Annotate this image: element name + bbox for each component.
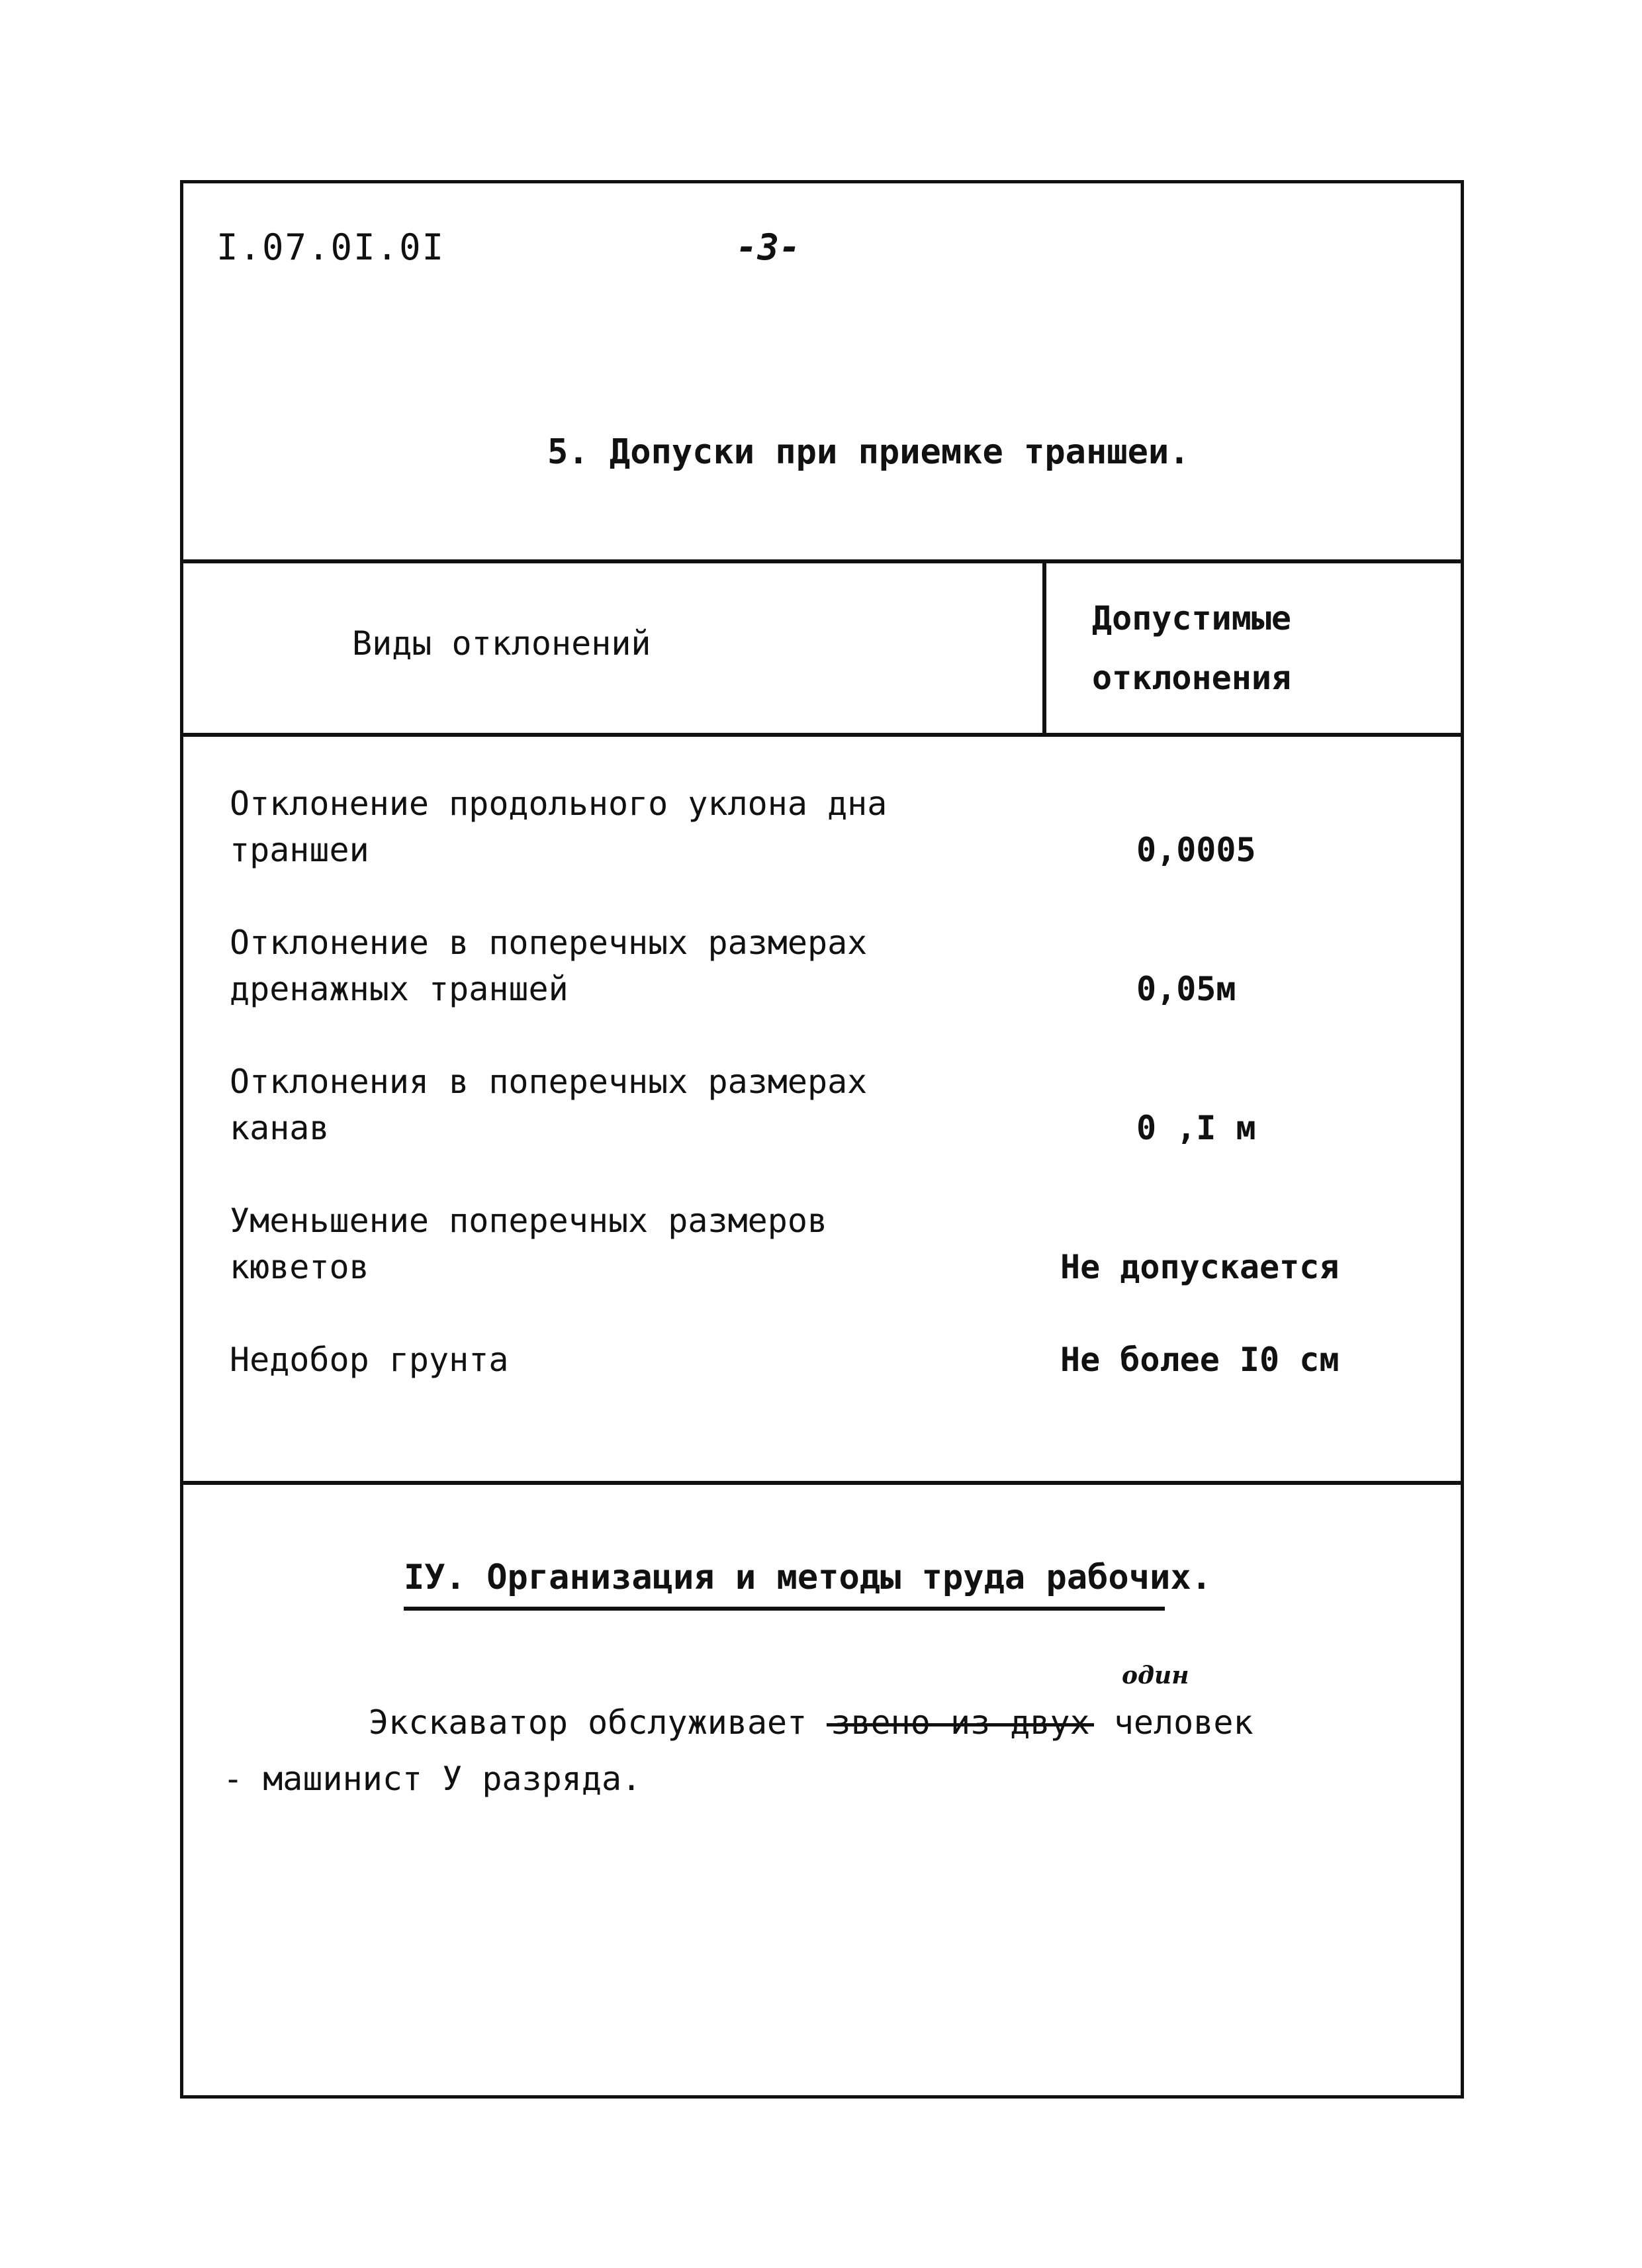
table-row-2-label-line1: Отклонение в поперечных размерах <box>230 923 868 962</box>
section-5-title: 5. Допуски при приемке траншеи. <box>547 432 1190 472</box>
table-row-5-value: Не более I0 см <box>1060 1341 1340 1379</box>
table-header-allowed-line1: Допустимые <box>1092 599 1292 638</box>
document-code: I.07.0I.0I <box>216 226 445 268</box>
handwritten-correction: один <box>1122 1662 1189 1689</box>
document-frame <box>180 180 1464 2099</box>
section-4-underline <box>404 1607 1165 1611</box>
table-row-4-label-line1: Уменьшение поперечных размеров <box>230 1202 828 1240</box>
table-bottom-border <box>183 1481 1461 1485</box>
table-header-divider <box>183 733 1461 737</box>
table-column-divider <box>1042 559 1046 735</box>
paragraph-text-before: Экскаватор обслуживает <box>369 1703 807 1742</box>
table-row-1-value: 0,0005 <box>1136 831 1256 869</box>
table-top-border <box>183 559 1461 563</box>
table-row-2-value: 0,05м <box>1136 970 1236 1008</box>
struck-out-text: звено из двух <box>827 1706 1093 1739</box>
table-header-deviation-types: Виды отклонений <box>352 624 651 663</box>
page-number: -3- <box>736 226 801 268</box>
table-row-1-label-line2: траншеи <box>230 831 369 869</box>
table-row-3-label-line2: канав <box>230 1109 330 1147</box>
table-row-2-label-line2: дренажных траншей <box>230 970 569 1008</box>
table-header-allowed-line2: отклонения <box>1092 659 1292 697</box>
table-row-4-label-line2: кюветов <box>230 1248 369 1286</box>
table-row-4-value: Не допускается <box>1060 1248 1340 1286</box>
paragraph-line-1 <box>369 1703 1254 1742</box>
paragraph-line-2: - машинист У разряда. <box>223 1760 642 1798</box>
section-4-title: IУ. Организация и методы труда рабочих. <box>404 1558 1212 1597</box>
paragraph-text-after: человек <box>1113 1703 1254 1742</box>
table-row-3-label-line1: Отклонения в поперечных размерах <box>230 1063 868 1101</box>
table-row-5-label: Недобор грунта <box>230 1341 509 1379</box>
table-row-1-label-line1: Отклонение продольного уклона дна <box>230 784 888 823</box>
table-row-3-value: 0 ,I м <box>1136 1109 1256 1147</box>
